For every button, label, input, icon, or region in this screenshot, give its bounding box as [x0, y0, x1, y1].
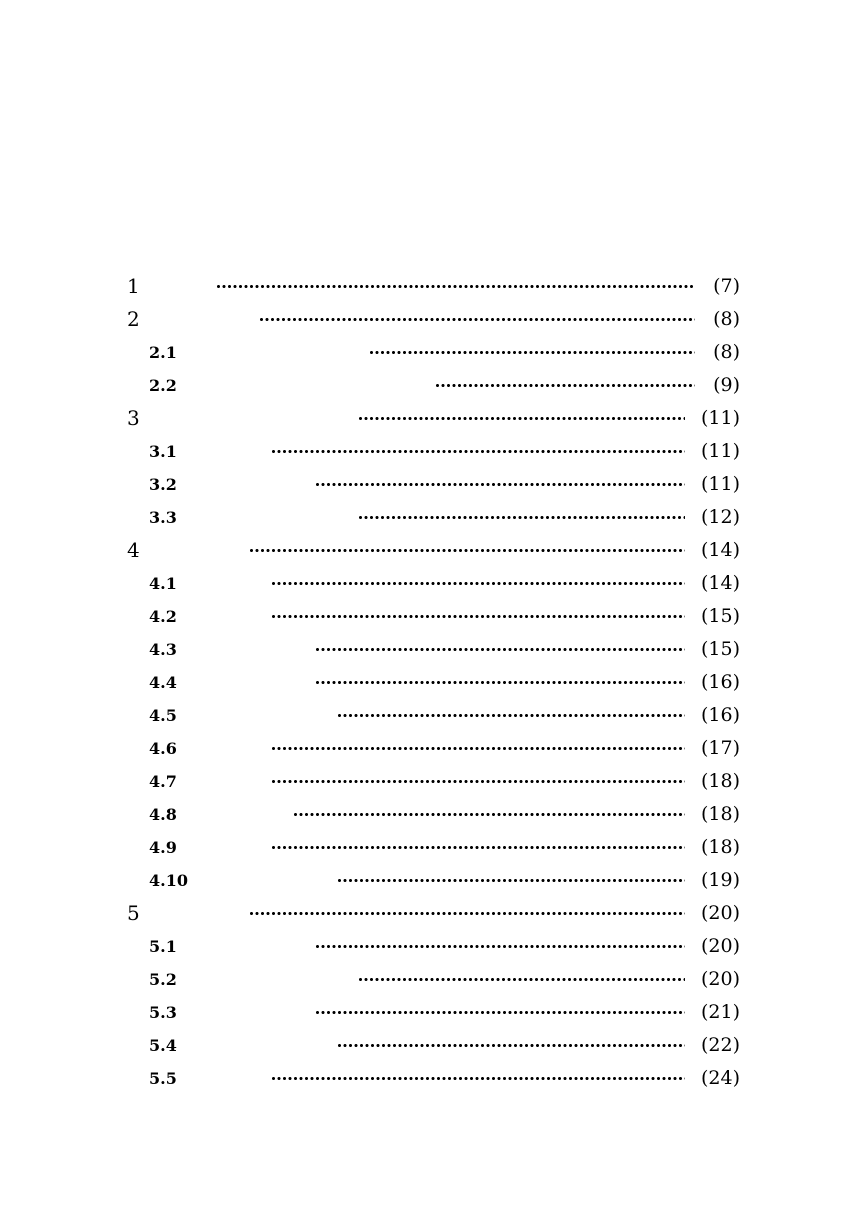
dot-leader — [272, 1077, 685, 1080]
toc-entry[interactable] — [127, 831, 740, 864]
toc-entry-number: 5.1 — [149, 937, 177, 956]
dot-leader — [359, 417, 685, 420]
toc-entry[interactable] — [127, 567, 740, 600]
toc-entry-page: (18) — [700, 836, 740, 858]
toc-entry[interactable] — [127, 666, 740, 699]
toc-entry[interactable] — [127, 303, 740, 336]
toc-entry-number: 3.2 — [149, 475, 177, 494]
toc-entry-page: (18) — [700, 803, 740, 825]
toc-entry[interactable] — [127, 765, 740, 798]
toc-entry-page: (20) — [700, 968, 740, 990]
dot-leader — [272, 747, 685, 750]
toc-entry-number: 4.3 — [149, 640, 177, 659]
dot-leader — [359, 516, 685, 519]
toc-entry[interactable] — [127, 732, 740, 765]
toc-entry-page: (17) — [700, 737, 740, 759]
toc-entry[interactable] — [127, 963, 740, 996]
toc-entry-number: 4.6 — [149, 739, 177, 758]
toc-entry-number: 4.5 — [149, 706, 177, 725]
dot-leader — [316, 483, 685, 486]
toc-entry[interactable] — [127, 1029, 740, 1062]
toc-entry-page: (11) — [700, 440, 740, 462]
toc-entry-page: (12) — [700, 506, 740, 528]
toc-entry-page: (18) — [700, 770, 740, 792]
toc-entry-number: 5.5 — [149, 1069, 177, 1088]
toc-entry[interactable] — [127, 336, 740, 369]
toc-entry-page: (15) — [700, 605, 740, 627]
dot-leader — [250, 912, 685, 915]
toc-entry-number: 3 — [127, 406, 140, 430]
toc-entry-page: (8) — [713, 341, 740, 363]
dot-leader — [294, 813, 685, 816]
toc-entry[interactable] — [127, 369, 740, 402]
toc-entry[interactable] — [127, 468, 740, 501]
dot-leader — [338, 1044, 685, 1047]
dot-leader — [217, 285, 695, 288]
dot-leader — [316, 648, 685, 651]
toc-entry-page: (15) — [700, 638, 740, 660]
toc-entry-number: 4.8 — [149, 805, 177, 824]
toc-entry-page: (14) — [700, 572, 740, 594]
dot-leader — [272, 780, 685, 783]
toc-entry[interactable] — [127, 897, 740, 930]
toc-entry-number: 4.4 — [149, 673, 177, 692]
toc-entry[interactable] — [127, 996, 740, 1029]
dot-leader — [272, 450, 685, 453]
dot-leader — [272, 615, 685, 618]
toc-entry-page: (19) — [700, 869, 740, 891]
toc-entry[interactable] — [127, 435, 740, 468]
toc-entry[interactable] — [127, 534, 740, 567]
dot-leader — [436, 384, 695, 387]
dot-leader — [272, 846, 685, 849]
toc-entry-number: 4.9 — [149, 838, 177, 857]
toc-entry-number: 2.1 — [149, 343, 177, 362]
toc-entry-number: 5.2 — [149, 970, 177, 989]
toc-entry-page: (11) — [700, 407, 740, 429]
toc-entry[interactable] — [127, 1062, 740, 1095]
toc-entry-number: 4.7 — [149, 772, 177, 791]
toc-entry[interactable] — [127, 930, 740, 963]
toc-entry[interactable] — [127, 402, 740, 435]
toc-entry-page: (16) — [700, 671, 740, 693]
toc-entry[interactable] — [127, 270, 740, 303]
toc-entry[interactable] — [127, 798, 740, 831]
toc-entry-page: (11) — [700, 473, 740, 495]
dot-leader — [316, 1011, 685, 1014]
toc-entry-number: 5.3 — [149, 1003, 177, 1022]
toc-entry-page: (9) — [713, 374, 740, 396]
toc-entry[interactable] — [127, 501, 740, 534]
toc-entry-page: (16) — [700, 704, 740, 726]
dot-leader — [250, 549, 685, 552]
toc-entry-number: 1 — [127, 274, 140, 298]
toc-entry-number: 5.4 — [149, 1036, 177, 1055]
dot-leader — [370, 351, 695, 354]
dot-leader — [316, 681, 685, 684]
toc-entry[interactable] — [127, 600, 740, 633]
toc-entry-number: 3.1 — [149, 442, 177, 461]
dot-leader — [359, 978, 685, 981]
toc-entry[interactable] — [127, 864, 740, 897]
toc-entry-number: 4 — [127, 538, 140, 562]
toc-entry-number: 3.3 — [149, 508, 177, 527]
toc-entry-number: 5 — [127, 901, 140, 925]
toc-entry-page: (20) — [700, 902, 740, 924]
toc-entry-page: (24) — [700, 1067, 740, 1089]
toc-entry-page: (20) — [700, 935, 740, 957]
toc-entry-number: 4.1 — [149, 574, 177, 593]
toc-entry[interactable] — [127, 633, 740, 666]
toc-entry-number: 4.2 — [149, 607, 177, 626]
toc-entry[interactable] — [127, 699, 740, 732]
toc-entry-page: (22) — [700, 1034, 740, 1056]
toc-entry-page: (8) — [713, 308, 740, 330]
toc-entry-number: 2 — [127, 307, 140, 331]
toc-entry-number: 4.10 — [149, 871, 188, 890]
dot-leader — [316, 945, 685, 948]
toc-entry-page: (7) — [713, 275, 740, 297]
toc-entry-number: 2.2 — [149, 376, 177, 395]
toc-entry-page: (14) — [700, 539, 740, 561]
dot-leader — [260, 318, 695, 321]
dot-leader — [272, 582, 685, 585]
toc-entry-page: (21) — [700, 1001, 740, 1023]
dot-leader — [338, 879, 685, 882]
dot-leader — [338, 714, 685, 717]
